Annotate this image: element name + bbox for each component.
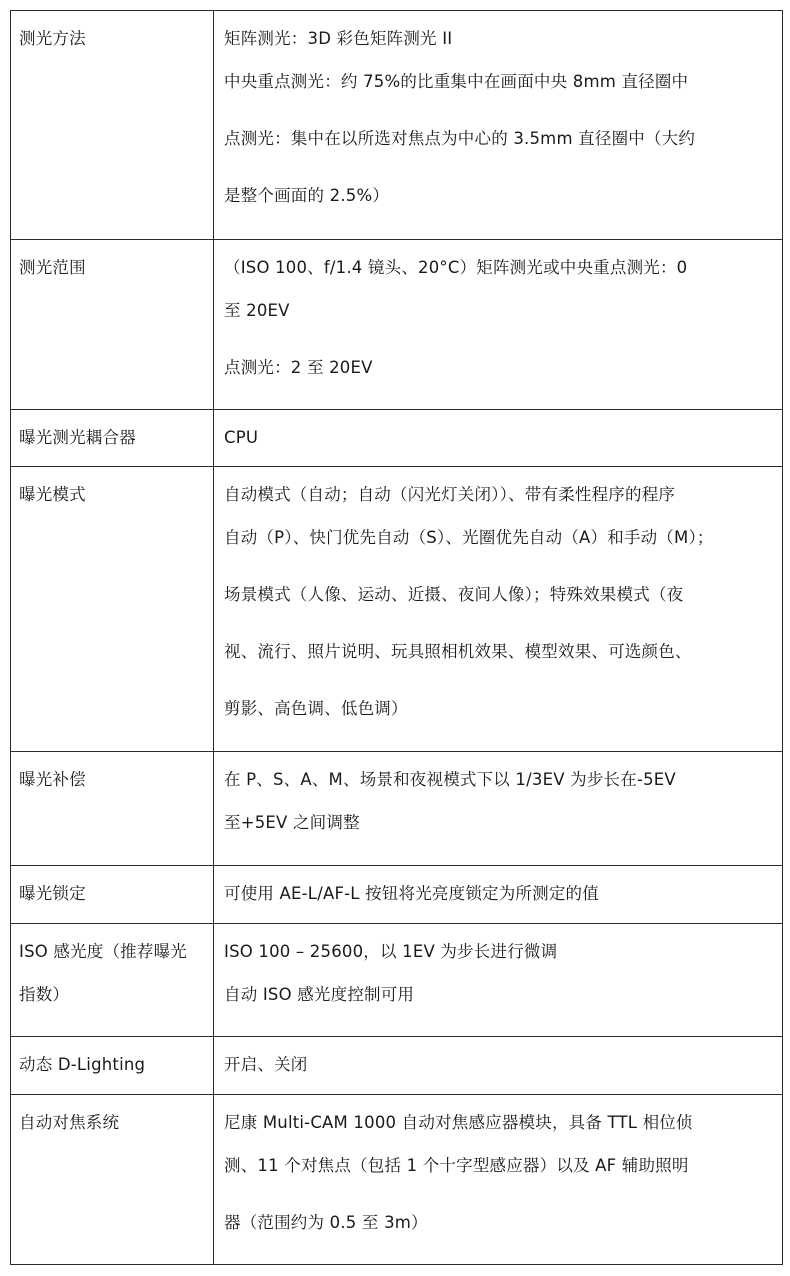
row-label-cell [11, 1037, 214, 1095]
row-value-line: 是整个画面的 2.5%） [224, 186, 390, 205]
row-value-cell [214, 1095, 783, 1265]
row-value-line: 测、11 个对焦点（包括 1 个十字型感应器）以及 AF 辅助照明 [224, 1156, 689, 1175]
spec-table [10, 10, 783, 1265]
row-value-line: 点测光：2 至 20EV [224, 358, 373, 377]
table-row-exposure-compensation [11, 752, 783, 866]
table-row-metering-method [11, 11, 783, 240]
row-label: 曝光补偿 [19, 770, 86, 789]
row-value-line: 自动模式（自动；自动（闪光灯关闭））、带有柔性程序的程序 [224, 485, 676, 504]
row-value-cell [214, 866, 783, 924]
row-label-cell [11, 11, 214, 240]
row-value-line: 中央重点测光：约 75%的比重集中在画面中央 8mm 直径圈中 [224, 72, 689, 91]
row-value-line: 至+5EV 之间调整 [224, 813, 360, 832]
row-value-line: 尼康 Multi-CAM 1000 自动对焦感应器模块，具备 TTL 相位侦 [224, 1113, 693, 1132]
table-row-metering-range [11, 240, 783, 410]
row-value-line: 在 P、S、A、M、场景和夜视模式下以 1/3EV 为步长在-5EV [224, 770, 676, 789]
row-value-cell [214, 11, 783, 240]
row-label: 指数） [19, 985, 70, 1004]
table-row-exposure-mode [11, 467, 783, 752]
row-label-cell [11, 1095, 214, 1265]
row-label: 测光方法 [19, 29, 86, 48]
row-label-cell [11, 467, 214, 752]
row-value-line: 器（范围约为 0.5 至 3m） [224, 1213, 428, 1232]
table-row-exposure-lock [11, 866, 783, 924]
table-row-autofocus-system [11, 1095, 783, 1265]
row-value-cell [214, 467, 783, 752]
row-value-cell [214, 1037, 783, 1095]
row-label: 测光范围 [19, 258, 86, 277]
row-value-cell [214, 410, 783, 467]
row-value-line: 场景模式（人像、运动、近摄、夜间人像）；特殊效果模式（夜 [224, 585, 684, 604]
row-value-line: 可使用 AE-L/AF-L 按钮将光亮度锁定为所测定的值 [224, 884, 599, 903]
table-row-exposure-coupling [11, 410, 783, 467]
table-row-active-d-lighting [11, 1037, 783, 1095]
row-label: 自动对焦系统 [19, 1113, 120, 1132]
row-value-line: 视、流行、照片说明、玩具照相机效果、模型效果、可选颜色、 [224, 642, 692, 661]
row-label-cell [11, 924, 214, 1037]
row-value-cell [214, 240, 783, 410]
row-label: ISO 感光度（推荐曝光 [19, 942, 187, 961]
row-value-line: 矩阵测光：3D 彩色矩阵测光 II [224, 29, 453, 48]
row-value-line: 点测光：集中在以所选对焦点为中心的 3.5mm 直径圈中（大约 [224, 129, 696, 148]
row-value-line: 自动 ISO 感光度控制可用 [224, 985, 415, 1004]
row-value-line: 自动（P）、快门优先自动（S）、光圈优先自动（A）和手动（M）； [224, 528, 714, 547]
row-label-cell [11, 752, 214, 866]
row-label-cell [11, 866, 214, 924]
row-value-cell [214, 752, 783, 866]
row-label-cell [11, 240, 214, 410]
row-value-line: CPU [224, 428, 259, 447]
row-value-line: 开启、关闭 [224, 1055, 308, 1074]
row-value-line: ISO 100 – 25600，以 1EV 为步长进行微调 [224, 942, 558, 961]
row-value-line: 剪影、高色调、低色调） [224, 699, 408, 718]
row-label-cell [11, 410, 214, 467]
row-label: 曝光锁定 [19, 884, 86, 903]
row-value-line: （ISO 100、f/1.4 镜头、20°C）矩阵测光或中央重点测光：0 [224, 258, 688, 277]
row-label: 动态 D-Lighting [19, 1055, 146, 1074]
row-value-line: 至 20EV [224, 301, 290, 320]
table-row-iso-sensitivity [11, 924, 783, 1037]
row-value-cell [214, 924, 783, 1037]
row-label: 曝光测光耦合器 [19, 428, 136, 447]
row-label: 曝光模式 [19, 485, 86, 504]
